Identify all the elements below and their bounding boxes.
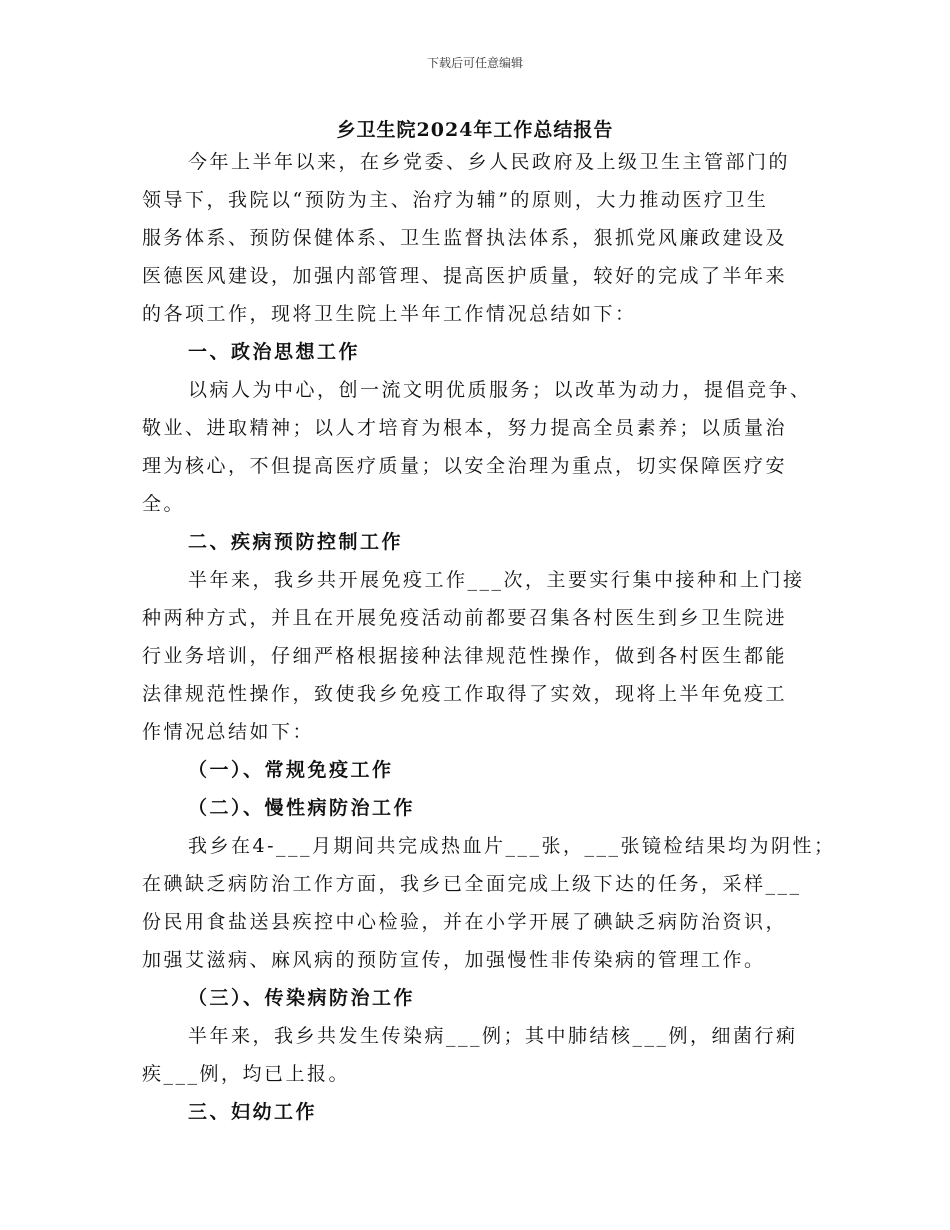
document-title: 乡卫生院2024年工作总结报告 (336, 119, 614, 141)
section-heading: 一、政治思想工作 (188, 341, 361, 363)
header-note: 下载后可任意编辑 (426, 56, 523, 70)
subsection-heading: （三）、传染病防治工作 (188, 987, 416, 1009)
paragraph-line: 的各项工作，现将卫生院上半年工作情况总结如下： (142, 303, 637, 325)
paragraph-line: 服务体系、预防保健体系、卫生监督执法体系，狠抓党风廉政建设及 (142, 227, 788, 249)
paragraph-line: 领导下，我院以“预防为主、治疗为辅”的原则，大力推动医疗卫生 (142, 189, 769, 211)
paragraph-line: 医德医风建设，加强内部管理、提高医护质量，较好的完成了半年来 (142, 265, 788, 287)
paragraph-line: 理为核心，不但提高医疗质量；以安全治理为重点，切实保障医疗安 (142, 455, 788, 477)
paragraph-line: 以病人为中心，创一流文明优质服务；以改革为动力，提倡竞争、 (188, 379, 812, 401)
section-heading: 二、疾病预防控制工作 (188, 531, 404, 553)
paragraph-line: 半年来，我乡共发生传染病___例；其中肺结核___例，细菌行痢 (188, 1025, 798, 1047)
paragraph-line: 我乡在4-___月期间共完成热血片___张，___张镜检结果均为阴性； (188, 835, 836, 857)
subsection-heading: （一）、常规免疫工作 (188, 759, 394, 781)
paragraph-line: 半年来，我乡共开展免疫工作___次，主要实行集中接种和上门接 (188, 569, 805, 591)
paragraph-line: 作情况总结如下： (142, 721, 315, 743)
paragraph-line: 今年上半年以来，在乡党委、乡人民政府及上级卫生主管部门的 (188, 151, 791, 173)
subsection-heading: （二）、慢性病防治工作 (188, 797, 416, 819)
paragraph-line: 加强艾滋病、麻风病的预防宣传，加强慢性非传染病的管理工作。 (142, 949, 766, 971)
paragraph-line: 敬业、进取精神；以人才培育为根本，努力提高全员素养；以质量治 (142, 417, 788, 439)
paragraph-line: 行业务培训，仔细严格根据接种法律规范性操作，做到各村医生都能 (142, 645, 788, 667)
paragraph-line: 全。 (142, 493, 186, 515)
section-heading: 三、妇幼工作 (188, 1101, 318, 1123)
paragraph-line: 疾___例，均已上报。 (142, 1063, 351, 1085)
paragraph-line: 种两种方式，并且在开展免疫活动前都要召集各村医生到乡卫生院进 (142, 607, 788, 629)
paragraph-line: 份民用食盐送县疾控中心检验，并在小学开展了碘缺乏病防治资识， (142, 911, 788, 933)
paragraph-line: 法律规范性操作，致使我乡免疫工作取得了实效，现将上半年免疫工 (142, 683, 788, 705)
paragraph-line: 在碘缺乏病防治工作方面，我乡已全面完成上级下达的任务，采样___ (142, 873, 802, 895)
